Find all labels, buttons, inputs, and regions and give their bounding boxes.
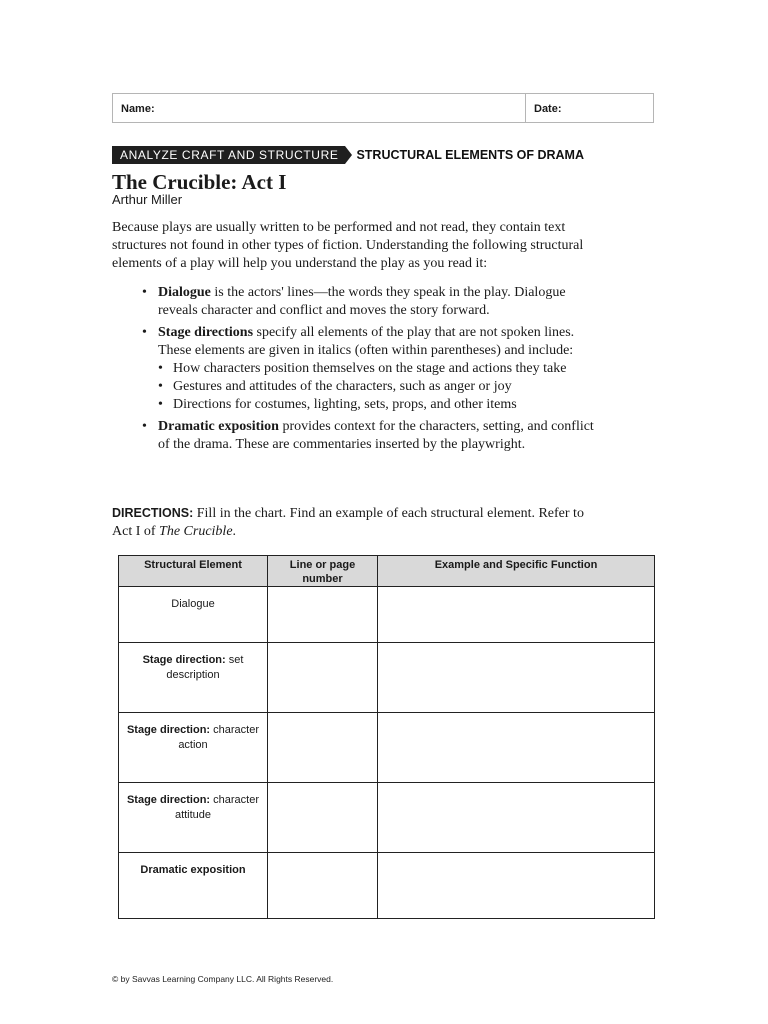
list-item-stage-directions bbox=[142, 324, 602, 414]
copyright-footer: © by Savvas Learning Company LLC. All Rights Reserved. bbox=[112, 974, 334, 984]
intro-paragraph: Because plays are usually written to be performed and not read, they contain text structures not found in other types of fiction. Understanding the following structural elements of a play will help you understand the play as you read it: bbox=[112, 220, 584, 271]
column-header: Example and Specific Function bbox=[378, 556, 655, 587]
element-bold: Stage direction: bbox=[126, 794, 211, 806]
element-bold: Dramatic exposition bbox=[140, 864, 246, 876]
table-row bbox=[119, 587, 655, 643]
section-heading: STRUCTURAL ELEMENTS OF DRAMA bbox=[356, 148, 584, 162]
line-input-cell[interactable] bbox=[268, 783, 378, 853]
element-bold: Stage direction: bbox=[126, 724, 211, 736]
example-input-cell[interactable] bbox=[378, 643, 655, 713]
definition: is the actors' lines—the words they speak in the play. Dialogue reveals character and conflict and moves the story forward. bbox=[158, 285, 566, 318]
name-date-box bbox=[112, 93, 654, 123]
term: Dialogue bbox=[158, 285, 211, 300]
table-row bbox=[119, 853, 655, 919]
directions-text: Fill in the chart. Find an example of each structural element. Refer to Act I of bbox=[112, 506, 584, 539]
element-text: character action bbox=[178, 724, 260, 751]
definition: specify all elements of the play that are not spoken lines. These elements are given in italics (often within parentheses) and include: bbox=[158, 325, 575, 358]
work-title: The Crucible bbox=[159, 524, 233, 539]
example-input-cell[interactable] bbox=[378, 783, 655, 853]
element-text: Dialogue bbox=[171, 598, 215, 610]
directions-end: . bbox=[232, 524, 237, 539]
banner-arrow-icon bbox=[345, 146, 352, 164]
definition: provides context for the characters, setting, and conflict of the drama. These are commentaries inserted by the playwright. bbox=[158, 419, 594, 452]
element-bold: Stage direction: bbox=[142, 654, 226, 666]
line-input-cell[interactable] bbox=[268, 643, 378, 713]
element-cell bbox=[119, 643, 268, 713]
page-title: The Crucible: Act I bbox=[112, 170, 287, 194]
element-cell bbox=[119, 853, 268, 919]
sub-list-item: • How characters position themselves on the stage and actions they take bbox=[158, 360, 602, 378]
structure-chart bbox=[118, 555, 655, 919]
table-row bbox=[119, 783, 655, 853]
skill-tag: ANALYZE CRAFT AND STRUCTURE bbox=[112, 146, 345, 164]
column-header: Line or page number bbox=[268, 556, 378, 587]
example-input-cell[interactable] bbox=[378, 713, 655, 783]
author: Arthur Miller bbox=[112, 192, 183, 207]
line-input-cell[interactable] bbox=[268, 587, 378, 643]
term: Stage directions bbox=[158, 325, 254, 340]
directions-label: DIRECTIONS: bbox=[112, 506, 194, 520]
name-field[interactable] bbox=[113, 94, 526, 122]
line-input-cell[interactable] bbox=[268, 853, 378, 919]
section-banner bbox=[112, 146, 584, 164]
element-cell bbox=[119, 783, 268, 853]
line-input-cell[interactable] bbox=[268, 713, 378, 783]
sub-list bbox=[158, 360, 602, 414]
element-cell bbox=[119, 713, 268, 783]
table-header-row bbox=[119, 556, 655, 587]
name-label: Name: bbox=[121, 103, 155, 115]
example-input-cell[interactable] bbox=[378, 853, 655, 919]
list-item-dialogue bbox=[142, 284, 602, 320]
table-row bbox=[119, 643, 655, 713]
element-cell bbox=[119, 587, 268, 643]
element-list bbox=[142, 284, 602, 458]
example-input-cell[interactable] bbox=[378, 587, 655, 643]
list-item-dramatic-exposition bbox=[142, 418, 602, 454]
sub-list-item: • Directions for costumes, lighting, sets, props, and other items bbox=[158, 396, 602, 414]
sub-list-item: • Gestures and attitudes of the characters, such as anger or joy bbox=[158, 378, 602, 396]
table-row bbox=[119, 713, 655, 783]
element-text: character attitude bbox=[174, 794, 260, 821]
element-text: set description bbox=[166, 654, 244, 681]
directions bbox=[112, 504, 592, 541]
date-label: Date: bbox=[534, 103, 562, 115]
column-header: Structural Element bbox=[119, 556, 268, 587]
date-field[interactable] bbox=[526, 94, 653, 122]
term: Dramatic exposition bbox=[158, 419, 279, 434]
